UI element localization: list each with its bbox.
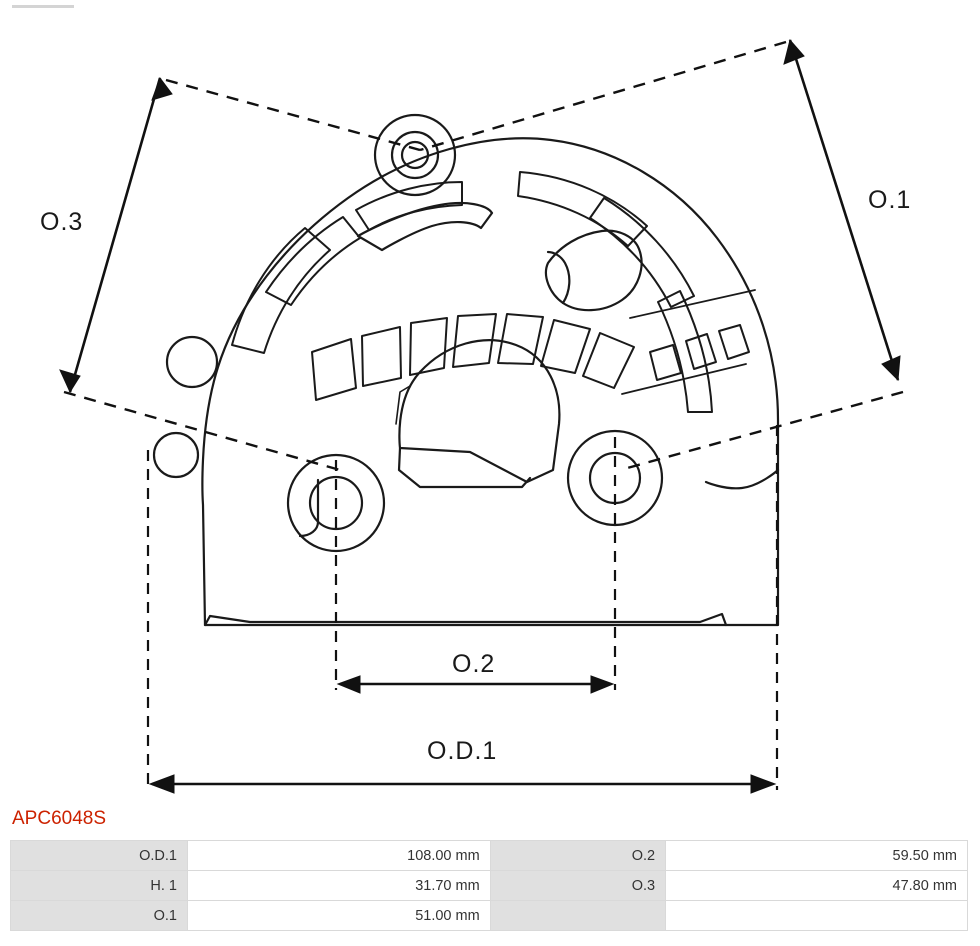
dimension-o3 <box>60 78 420 470</box>
table-row <box>11 871 968 901</box>
right-rect-slots <box>622 290 755 394</box>
dimension-label-o2: O.2 <box>452 650 496 678</box>
spec-key: O.2 <box>490 841 665 871</box>
part-code: APC6048S <box>12 808 107 829</box>
center-arch <box>396 340 559 487</box>
vent-slots <box>312 314 634 400</box>
specification-table <box>10 840 968 931</box>
spec-key: H. 1 <box>11 871 188 901</box>
table-row <box>11 901 968 931</box>
spec-key: O.3 <box>490 871 665 901</box>
dimension-label-o1: O.1 <box>868 186 912 214</box>
table-row <box>11 841 968 871</box>
spec-key-empty <box>490 901 665 931</box>
spec-key: O.D.1 <box>11 841 188 871</box>
spec-value: 108.00 mm <box>187 841 490 871</box>
spec-value-empty <box>666 901 968 931</box>
dimension-o1 <box>420 40 903 470</box>
spec-value: 47.80 mm <box>666 871 968 901</box>
cam-feature <box>546 231 642 310</box>
top-mounting-boss <box>375 115 455 195</box>
upper-right-louvres <box>518 172 712 412</box>
spec-value: 59.50 mm <box>666 841 968 871</box>
dimension-label-od1: O.D.1 <box>427 737 498 765</box>
dimension-label-o3: O.3 <box>40 208 84 236</box>
spec-value: 51.00 mm <box>187 901 490 931</box>
spec-key: O.1 <box>11 901 188 931</box>
spec-value: 31.70 mm <box>187 871 490 901</box>
